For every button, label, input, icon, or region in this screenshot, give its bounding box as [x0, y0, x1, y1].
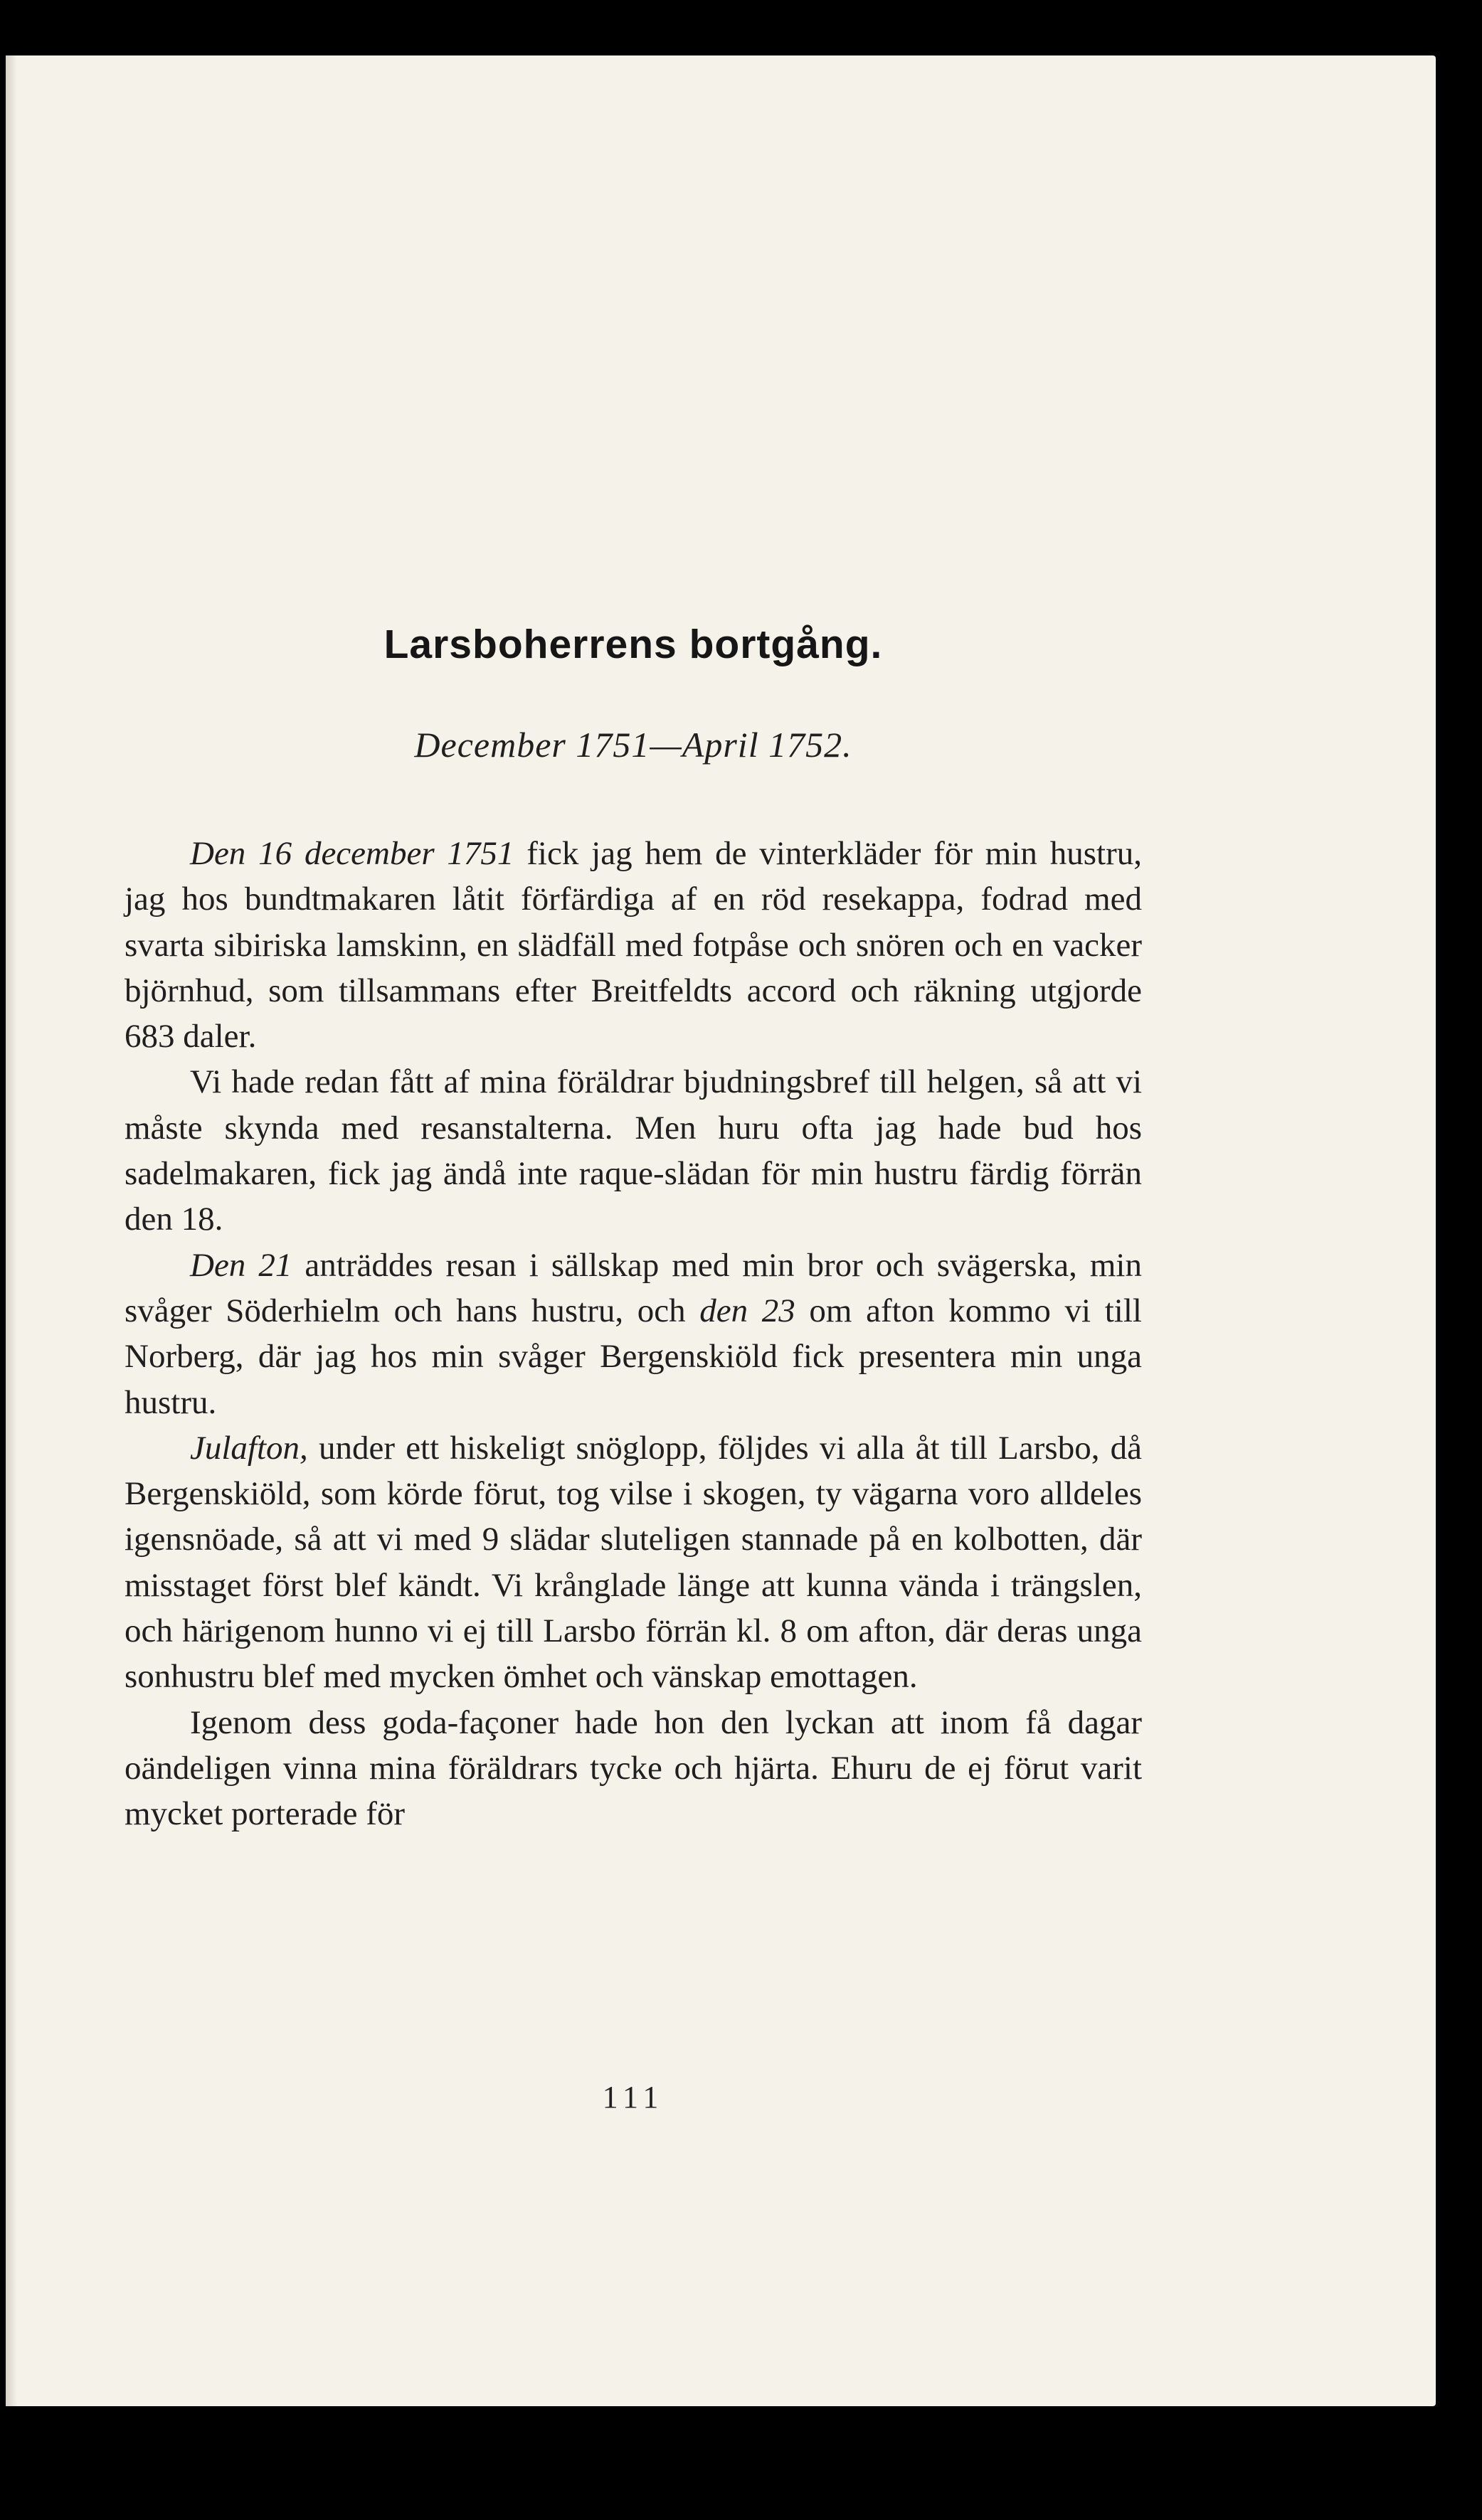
paragraph — [125, 1425, 1142, 1700]
italic-lead: Julafton, — [190, 1429, 308, 1467]
paragraph-text: om afton kommo vi till Norberg, där jag hos min svåger Bergenskiöld fick presentera min unga hustru. — [125, 1292, 1142, 1421]
book-page — [6, 55, 1436, 2406]
paragraph-text: fick jag hem de vinterkläder för min hustru, jag hos bundtmakaren låtit förfärdiga af en röd resekappa, fodrad med svarta sibiriska lamskinn, en slädfäll med fotpåse och snören och en vacker björnhud, som tillsammans efter Breitfeldts accord och räkning utgjorde 683 daler. — [125, 835, 1142, 1056]
paragraph-text: anträddes resan i sällskap med min bror och svägerska, min svåger Söderhielm och hans hustru, och — [125, 1246, 1142, 1329]
page-number: 111 — [602, 2080, 665, 2115]
paragraph — [125, 831, 1142, 1059]
chapter-title: Larsboherrens bortgång. — [383, 622, 883, 667]
italic-inline: den 23 — [699, 1292, 795, 1329]
body-text — [125, 831, 1142, 1837]
chapter-date-range: December 1751—April 1752. — [414, 725, 852, 765]
paragraph-text: Vi hade redan fått af mina föräldrar bjudningsbref till helgen, så att vi måste skynda med resanstalterna. Men huru ofta jag hade bud hos sadelmakaren, fick jag ändå inte raque-slädan för min hustru färdig förrän den 18. — [125, 1063, 1142, 1238]
paragraph-text: under ett hiskeligt snöglopp, följdes vi alla åt till Larsbo, då Bergenskiöld, som körde förut, tog vilse i skogen, ty vägarna voro alldeles igensnöade, så att vi med 9 slädar sluteligen stannade på en kolbotten, där misstaget först blef kändt. Vi krånglade länge att kunna vända i trängslen, och härigenom hunno vi ej till Larsbo förrän kl. 8 om afton, där deras unga sonhustru blef med mycken ömhet och vänskap emottagen. — [125, 1429, 1142, 1696]
italic-lead: Den 16 december 1751 — [190, 835, 514, 872]
paragraph-text: Igenom dess goda-façoner hade hon den lyckan att inom få dagar oändeligen vinna mina föräldrars tycke och hjärta. Ehuru de ej förut varit mycket porterade för — [125, 1703, 1142, 1833]
paragraph — [125, 1243, 1142, 1425]
paragraph — [125, 1059, 1142, 1242]
paragraph — [125, 1700, 1142, 1837]
page-spine-shadow — [6, 55, 17, 2406]
italic-lead: Den 21 — [190, 1246, 292, 1284]
